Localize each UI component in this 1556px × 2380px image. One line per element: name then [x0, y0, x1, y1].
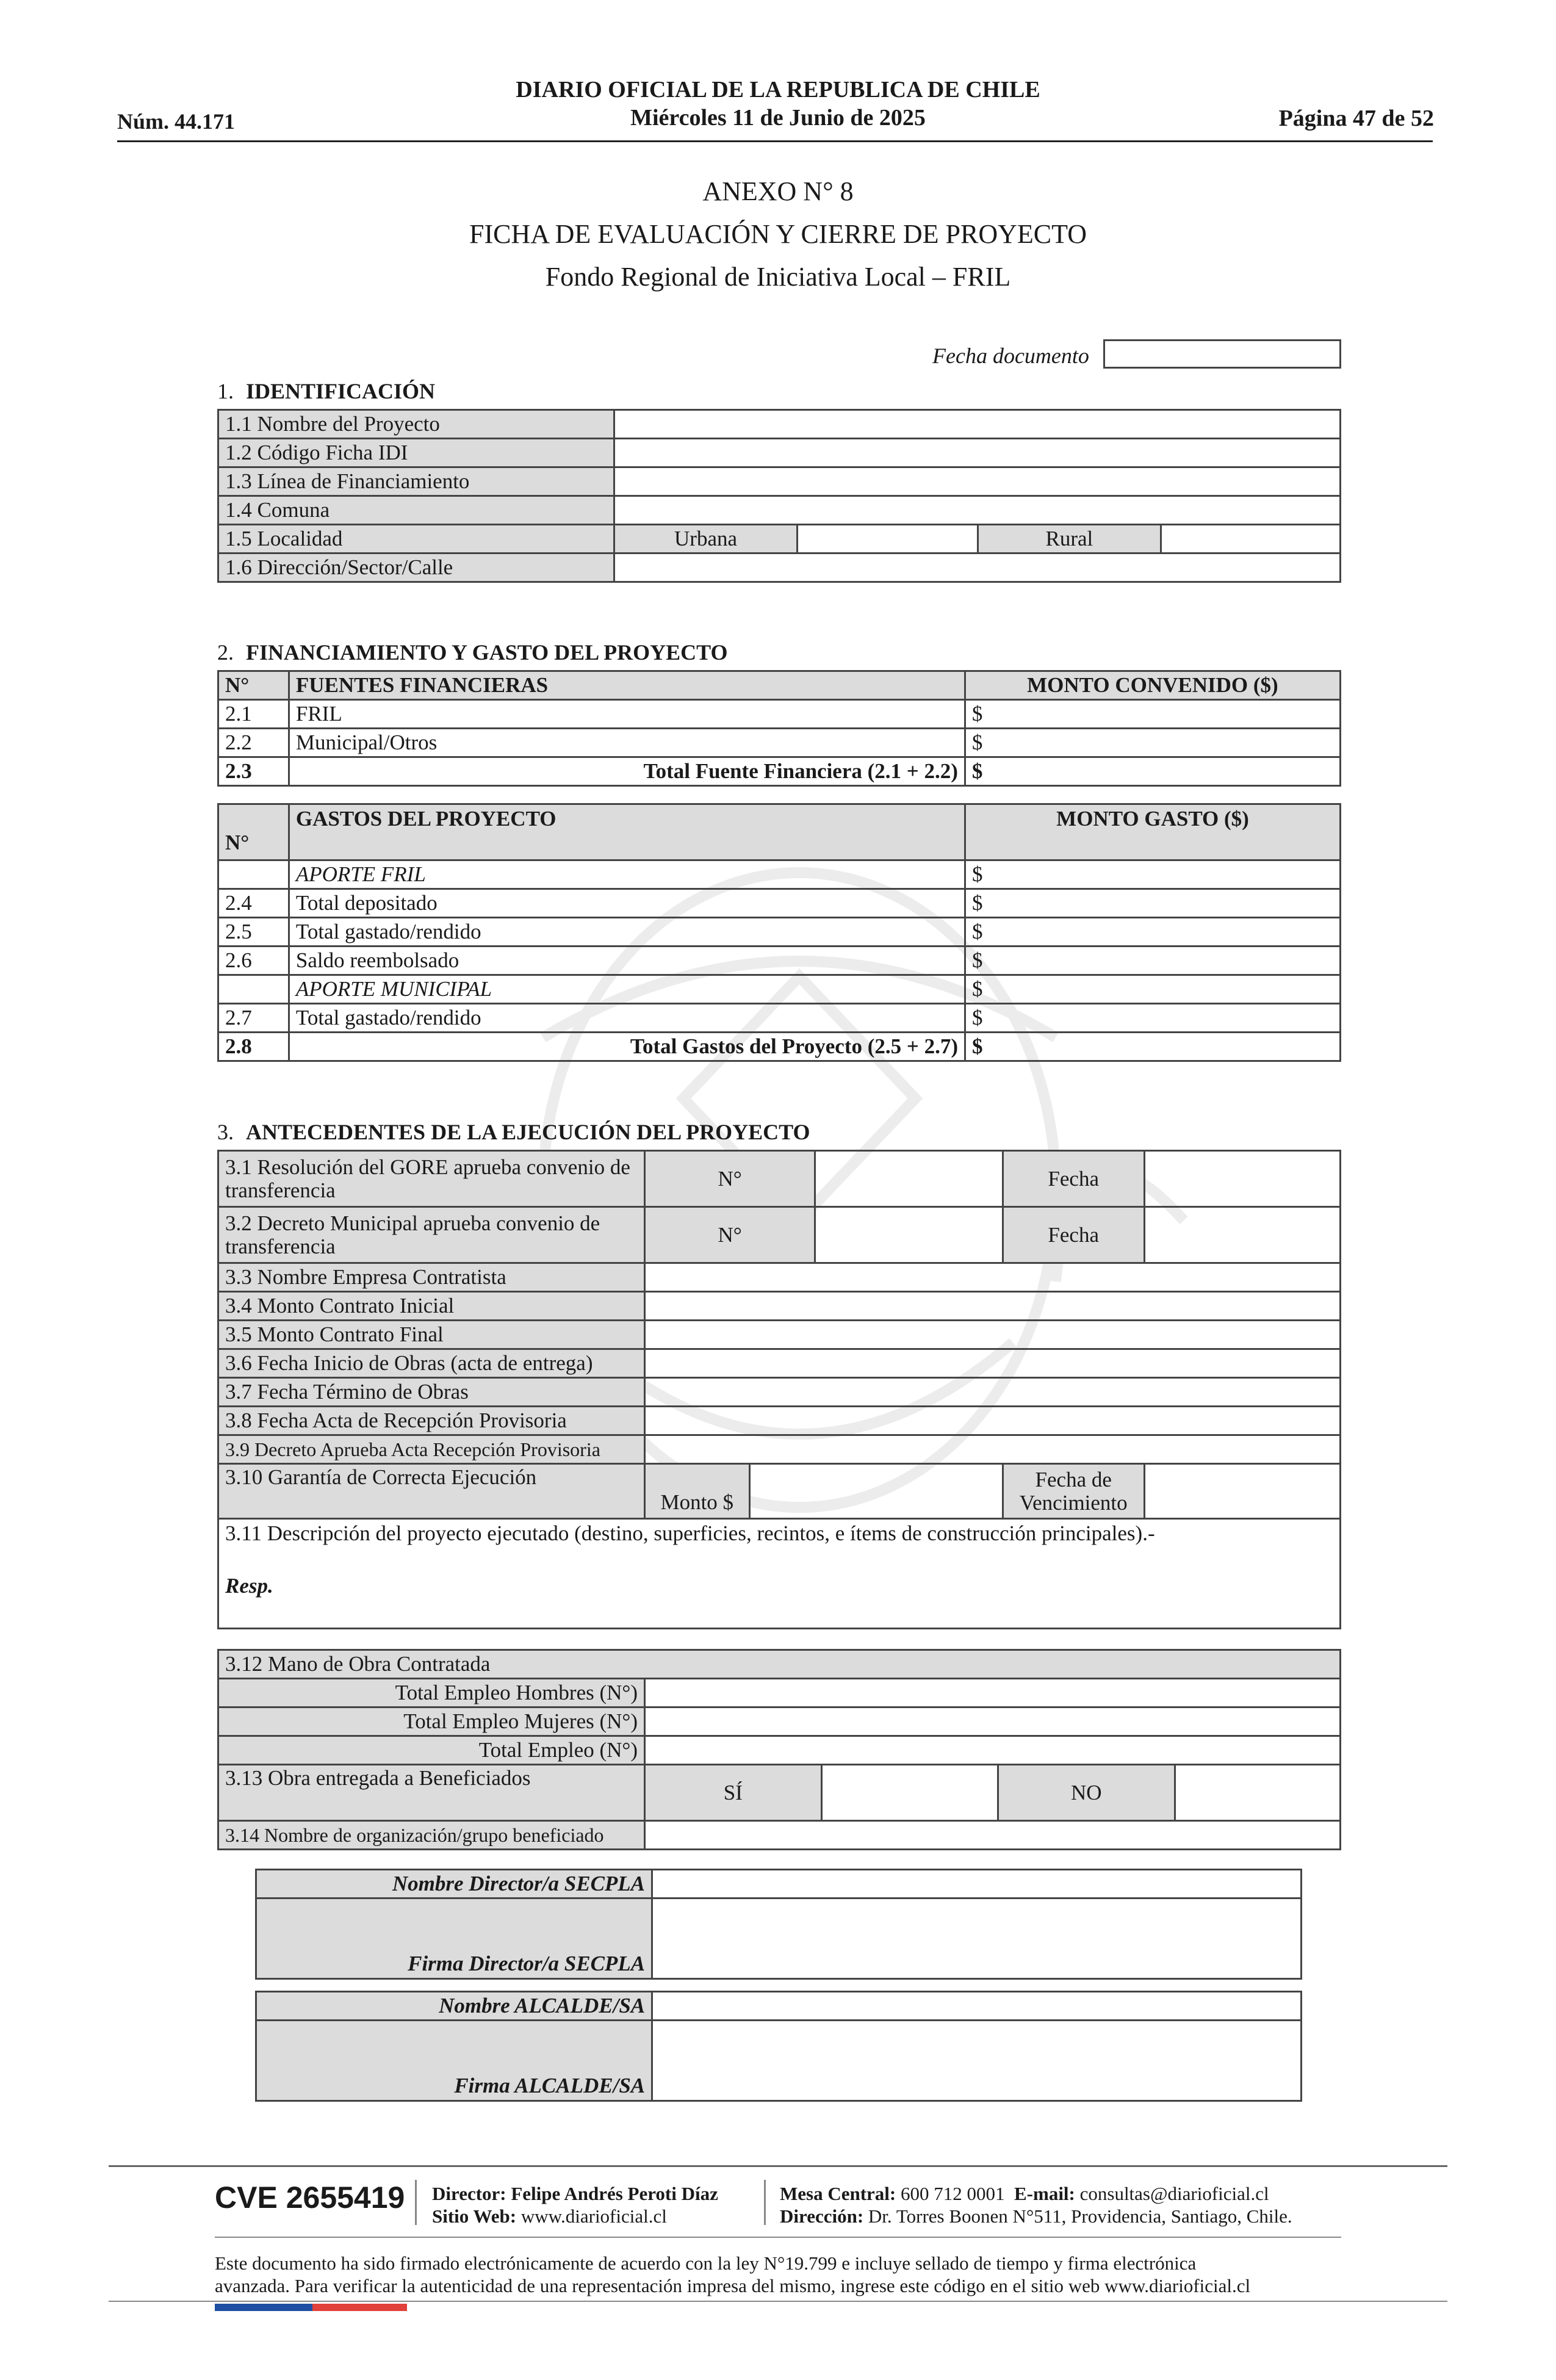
row-label: 3.2 Decreto Municipal aprueba convenio de transferencia — [218, 1207, 645, 1263]
descripcion-label: 3.11 Descripción del proyecto ejecutado (destino, superficies, recintos, e ítems de construcción principales).- — [225, 1521, 1155, 1545]
row-label: 3.4 Monto Contrato Inicial — [218, 1292, 645, 1321]
aporte-fril-label: APORTE FRIL — [289, 860, 965, 889]
decreto-fecha-field[interactable] — [1144, 1207, 1340, 1263]
footer-email-link[interactable]: consultas@diarioficial.cl — [1079, 2183, 1269, 2204]
col-monto-gasto: MONTO GASTO ($) — [965, 804, 1341, 860]
row-label: 3.1 Resolución del GORE aprueba convenio de transferencia — [218, 1151, 645, 1207]
empleo-mujeres-field[interactable] — [645, 1707, 1341, 1736]
row-label: 1.3 Línea de Financiamiento — [218, 467, 614, 496]
si-label: SÍ — [645, 1765, 821, 1821]
rural-label: Rural — [978, 525, 1161, 554]
section-1-heading: 1. IDENTIFICACIÓN — [217, 379, 436, 403]
footer-divider — [215, 2237, 1341, 2238]
firma-director-label: Firma Director/a SECPLA — [256, 1899, 652, 1979]
firma-alcalde-label: Firma ALCALDE/SA — [256, 2021, 652, 2101]
n-label: N° — [644, 1207, 815, 1263]
row-number: 2.7 — [218, 1004, 289, 1033]
row-label: FRIL — [289, 700, 965, 729]
monto-final-field[interactable] — [644, 1321, 1340, 1349]
si-field[interactable] — [821, 1765, 998, 1821]
section-3-heading: 3. ANTECEDENTES DE LA EJECUCIÓN DEL PROYECTO — [217, 1120, 810, 1144]
descripcion-field[interactable] — [218, 1519, 1341, 1629]
saldo-reembolsado-field[interactable]: $ — [965, 947, 1341, 975]
row-number: 2.5 — [218, 918, 289, 947]
row-number: 2.3 — [218, 757, 289, 786]
no-field[interactable] — [1175, 1765, 1340, 1821]
row-label: 3.3 Nombre Empresa Contratista — [218, 1263, 645, 1292]
row-label: 3.8 Fecha Acta de Recepción Provisoria — [218, 1407, 645, 1435]
row-label: Total Empleo Hombres (N°) — [218, 1679, 645, 1707]
fecha-label: Fecha — [1003, 1151, 1144, 1207]
fecha-acta-field[interactable] — [644, 1407, 1340, 1435]
aporte-fril-field[interactable]: $ — [965, 860, 1341, 889]
row-label: 3.5 Monto Contrato Final — [218, 1321, 645, 1349]
row-label: Total Gastos del Proyecto (2.5 + 2.7) — [289, 1033, 965, 1061]
monto-fril-field[interactable]: $ — [965, 700, 1340, 729]
no-label: NO — [998, 1765, 1175, 1821]
row-number: 2.4 — [218, 889, 289, 918]
nombre-alcalde-field[interactable] — [652, 1992, 1302, 2021]
identification-table — [217, 409, 1341, 583]
director-signature-table — [255, 1869, 1302, 1980]
monto-municipal-field[interactable]: $ — [965, 729, 1340, 757]
linea-financiamiento-field[interactable] — [614, 467, 1341, 496]
aporte-municipal-label: APORTE MUNICIPAL — [289, 975, 965, 1004]
mano-obra-heading: 3.12 Mano de Obra Contratada — [218, 1650, 1341, 1679]
flag-stripe-blue — [215, 2304, 312, 2311]
nombre-proyecto-field[interactable] — [614, 410, 1341, 439]
row-label: 1.1 Nombre del Proyecto — [218, 410, 614, 439]
col-fuentes: FUENTES FINANCIERAS — [289, 671, 965, 700]
col-gastos: GASTOS DEL PROYECTO — [289, 804, 965, 860]
footer-contact-block: Mesa Central: 600 712 0001 E-mail: consultas@diarioficial.cl Dirección: Dr. Torres Boonen N°511, Providencia, Santiago, Chile. — [780, 2183, 1292, 2227]
monto-inicial-field[interactable] — [644, 1292, 1340, 1321]
row-label: 1.2 Código Ficha IDI — [218, 439, 614, 467]
section-2-heading: 2. FINANCIAMIENTO Y GASTO DEL PROYECTO — [217, 640, 728, 665]
decreto-n-field[interactable] — [815, 1207, 1003, 1263]
row-label: Total depositado — [289, 889, 965, 918]
row-label: 1.6 Dirección/Sector/Calle — [218, 554, 614, 582]
firma-director-field[interactable] — [652, 1899, 1302, 1979]
footer-bottom-divider — [109, 2301, 1447, 2302]
row-label: Municipal/Otros — [289, 729, 965, 757]
row-label: 3.6 Fecha Inicio de Obras (acta de entrega) — [218, 1349, 645, 1378]
fecha-documento-label: Fecha documento — [932, 344, 1089, 368]
row-label: 3.10 Garantía de Correcta Ejecución — [218, 1464, 645, 1519]
monto-label: Monto $ — [644, 1464, 749, 1519]
row-number: 2.2 — [218, 729, 289, 757]
fecha-vencimiento-label: Fecha de Vencimiento — [1003, 1464, 1144, 1519]
total-fuente-field[interactable]: $ — [965, 757, 1340, 786]
expenses-table — [217, 803, 1341, 1062]
footer-legal-text: Este documento ha sido firmado electrónicamente de acuerdo con la ley N°19.799 e incluye sellado de tiempo y firma electrónica avanzada. Para verificar la autenticidad de una representación impresa del mismo, ingrese este código en el sitio web www.diarioficial.cl — [215, 2252, 1251, 2296]
resolucion-n-field[interactable] — [815, 1151, 1003, 1207]
organizacion-field[interactable] — [645, 1821, 1341, 1850]
fecha-documento-field[interactable] — [1103, 339, 1341, 369]
garantia-monto-field[interactable] — [749, 1464, 1003, 1519]
comuna-field[interactable] — [614, 496, 1341, 525]
nombre-alcalde-label: Nombre ALCALDE/SA — [256, 1992, 652, 2021]
fund-title: Fondo Regional de Iniciativa Local – FRIL — [545, 262, 1011, 292]
urbana-label: Urbana — [614, 525, 798, 554]
urbana-field[interactable] — [797, 525, 978, 554]
footer-divider — [109, 2165, 1447, 2167]
row-label: 3.9 Decreto Aprueba Acta Recepción Provisoria — [218, 1435, 645, 1464]
empleo-total-field[interactable] — [645, 1736, 1341, 1765]
col-n: N° — [218, 671, 289, 700]
row-number: 2.8 — [218, 1033, 289, 1061]
row-label: Total gastado/rendido — [289, 918, 965, 947]
row-label: Total Empleo Mujeres (N°) — [218, 1707, 645, 1736]
footer-director-block: Director: Felipe Andrés Peroti Díaz Sitio Web: www.diarioficial.cl — [432, 2183, 718, 2227]
row-number — [218, 975, 289, 1004]
col-n: N° — [218, 804, 289, 860]
nombre-director-field[interactable] — [652, 1870, 1302, 1899]
publication-date: Miércoles 11 de Junio de 2025 — [630, 105, 926, 131]
execution-table — [217, 1150, 1341, 1629]
row-label: Total Fuente Financiera (2.1 + 2.2) — [289, 757, 965, 786]
row-label: 1.5 Localidad — [218, 525, 614, 554]
aporte-municipal-field[interactable]: $ — [965, 975, 1341, 1004]
direccion-field[interactable] — [614, 554, 1341, 582]
row-label: 3.13 Obra entregada a Beneficiados — [218, 1765, 645, 1821]
resp-label: Resp. — [225, 1574, 273, 1598]
footer-separator — [764, 2180, 766, 2225]
header-divider — [117, 140, 1433, 142]
row-label: 3.7 Fecha Término de Obras — [218, 1378, 645, 1407]
row-number: 2.6 — [218, 947, 289, 975]
total-gastos-field[interactable]: $ — [965, 1033, 1341, 1061]
decreto-acta-field[interactable] — [644, 1435, 1340, 1464]
fecha-label: Fecha — [1003, 1207, 1144, 1263]
row-number: 2.1 — [218, 700, 289, 729]
empresa-field[interactable] — [644, 1263, 1340, 1292]
total-gastado-mun-field[interactable]: $ — [965, 1004, 1341, 1033]
cve-code: CVE 2655419 — [215, 2180, 405, 2215]
page-number: Página 47 de 52 — [1278, 106, 1434, 131]
row-number — [218, 860, 289, 889]
col-monto-convenido: MONTO CONVENIDO ($) — [965, 671, 1340, 700]
row-label: Total gastado/rendido — [289, 1004, 965, 1033]
codigo-ficha-field[interactable] — [614, 439, 1341, 467]
resolucion-fecha-field[interactable] — [1144, 1151, 1340, 1207]
nombre-director-label: Nombre Director/a SECPLA — [256, 1870, 652, 1899]
fecha-inicio-field[interactable] — [644, 1349, 1340, 1378]
labor-table — [217, 1649, 1341, 1850]
issue-number: Núm. 44.171 — [117, 109, 236, 134]
row-label: Saldo reembolsado — [289, 947, 965, 975]
firma-alcalde-field[interactable] — [652, 2021, 1302, 2101]
financing-table — [217, 670, 1341, 787]
flag-stripe-red — [312, 2304, 407, 2311]
publication-title: DIARIO OFICIAL DE LA REPUBLICA DE CHILE — [516, 77, 1040, 103]
row-label: 3.14 Nombre de organización/grupo beneficiado — [218, 1821, 645, 1850]
form-title: FICHA DE EVALUACIÓN Y CIERRE DE PROYECTO — [469, 219, 1087, 249]
rural-field[interactable] — [1161, 525, 1340, 554]
fecha-termino-field[interactable] — [644, 1378, 1340, 1407]
alcalde-signature-table — [255, 1991, 1302, 2102]
n-label: N° — [644, 1151, 815, 1207]
footer-separator — [415, 2180, 417, 2225]
total-depositado-field[interactable]: $ — [965, 889, 1341, 918]
footer-web-link[interactable]: www.diarioficial.cl — [520, 2205, 667, 2227]
row-label: 1.4 Comuna — [218, 496, 614, 525]
row-label: Total Empleo (N°) — [218, 1736, 645, 1765]
total-gastado-fril-field[interactable]: $ — [965, 918, 1341, 947]
empleo-hombres-field[interactable] — [645, 1679, 1341, 1707]
annex-title: ANEXO N° 8 — [702, 176, 854, 206]
garantia-fecha-field[interactable] — [1144, 1464, 1340, 1519]
